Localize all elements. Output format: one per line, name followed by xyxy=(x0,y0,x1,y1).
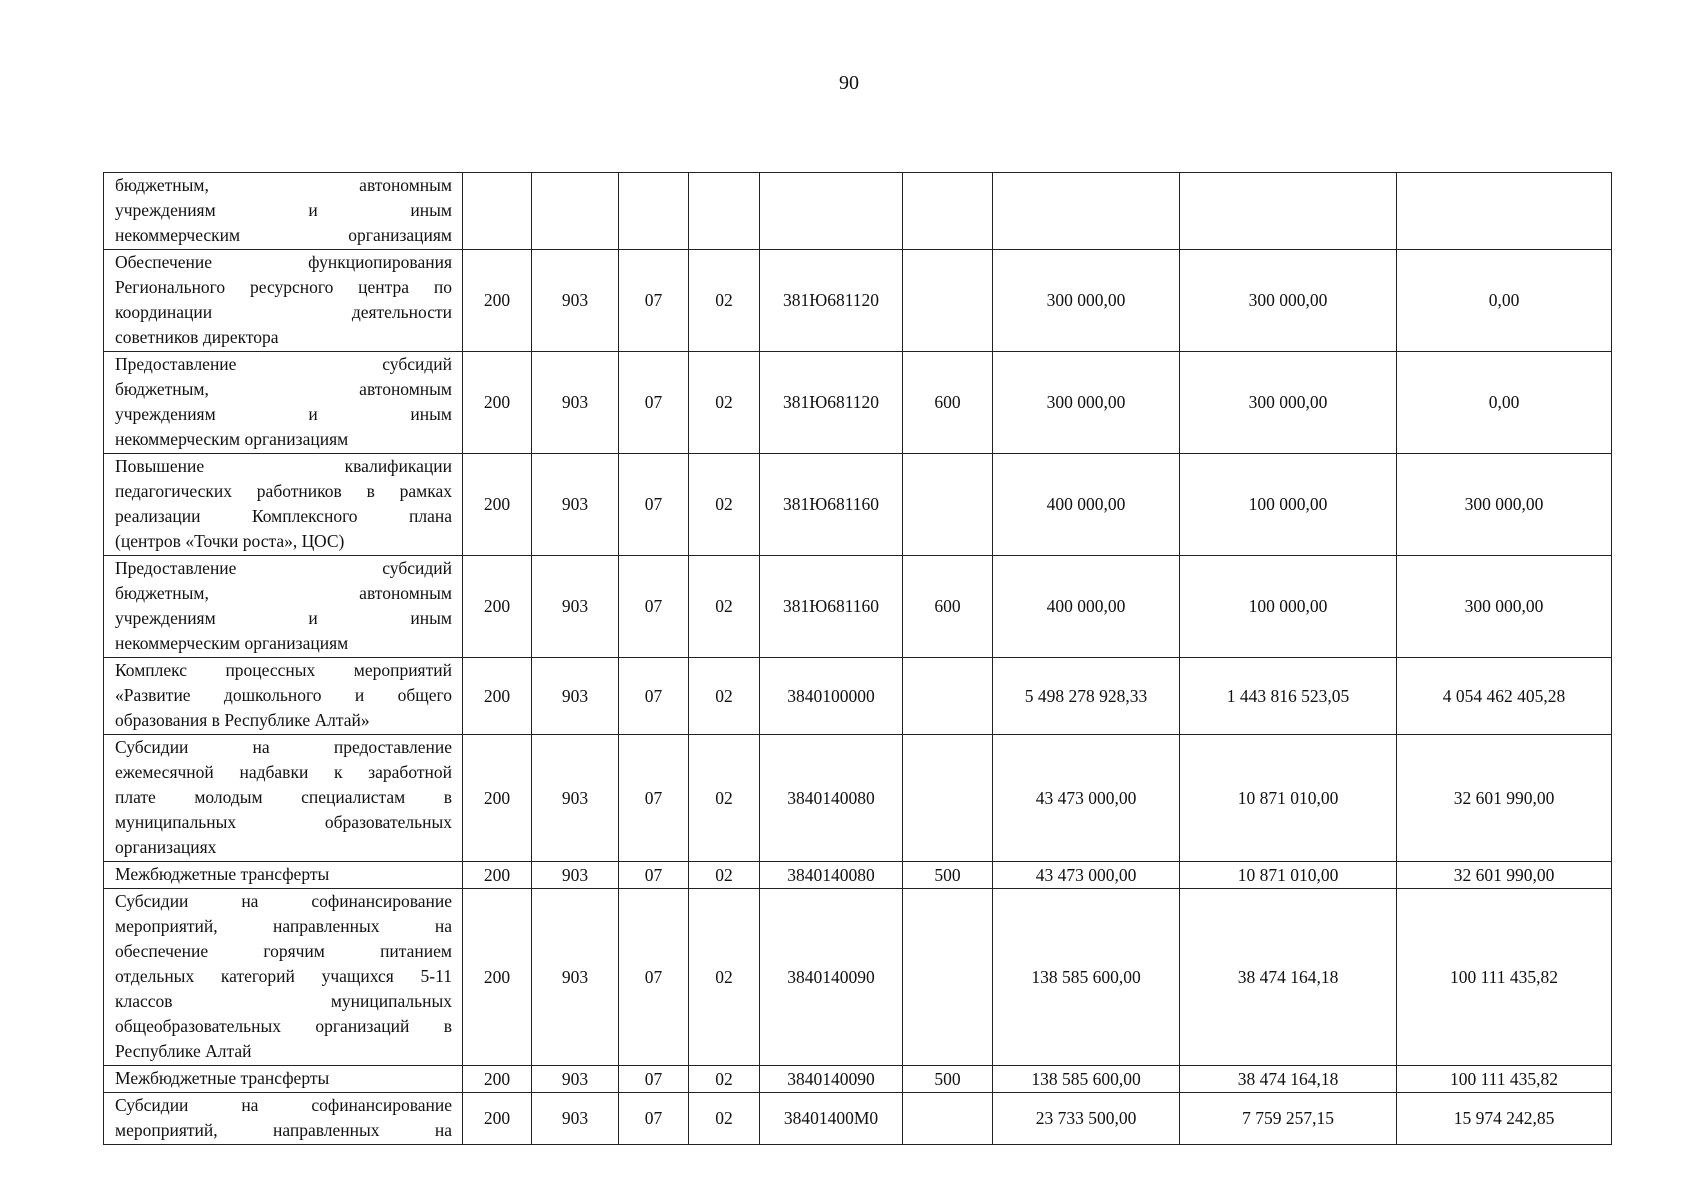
description-line: бюджетным, автономным xyxy=(115,175,452,195)
section-code-cell: 07 xyxy=(619,862,689,889)
expense-type-cell: 500 xyxy=(903,862,993,889)
ministry-code-cell: 903 xyxy=(532,658,619,735)
expense-type-cell: 600 xyxy=(903,556,993,658)
description-line: Комплекс процессных мероприятий xyxy=(115,660,452,680)
total-amount-cell: 138 585 600,00 xyxy=(993,1066,1180,1093)
federal-amount-cell: 300 000,00 xyxy=(1180,352,1397,454)
description-cell xyxy=(104,454,463,556)
regional-amount-cell: 4 054 462 405,28 xyxy=(1397,658,1612,735)
section-code-cell: 07 xyxy=(619,556,689,658)
total-amount-cell: 23 733 500,00 xyxy=(993,1093,1180,1145)
ministry-code-cell: 903 xyxy=(532,454,619,556)
description-line: Регионального ресурсного центра по xyxy=(115,277,452,297)
description-line: Субсидии на предоставление xyxy=(115,737,452,757)
description-cell xyxy=(104,250,463,352)
subsection-code-cell: 02 xyxy=(689,862,760,889)
regional-amount-cell: 15 974 242,85 xyxy=(1397,1093,1612,1145)
section-code-cell: 07 xyxy=(619,250,689,352)
description-line: обеспечение горячим питанием xyxy=(115,941,452,961)
subsection-code-cell: 02 xyxy=(689,1093,760,1145)
table-row xyxy=(104,735,1612,862)
admin-code-cell: 200 xyxy=(463,658,532,735)
admin-code-cell: 200 xyxy=(463,454,532,556)
description-line: советников директора xyxy=(115,327,279,347)
budget-table-body xyxy=(104,173,1612,1145)
admin-code-cell: 200 xyxy=(463,556,532,658)
total-amount-cell: 400 000,00 xyxy=(993,556,1180,658)
target-article-cell xyxy=(760,173,903,250)
admin-code-cell xyxy=(463,173,532,250)
federal-amount-cell xyxy=(1180,173,1397,250)
total-amount-cell xyxy=(993,173,1180,250)
description-cell xyxy=(104,658,463,735)
ministry-code-cell: 903 xyxy=(532,556,619,658)
target-article-cell: 38401400М0 xyxy=(760,1093,903,1145)
admin-code-cell: 200 xyxy=(463,1066,532,1093)
table-row xyxy=(104,862,1612,889)
subsection-code-cell: 02 xyxy=(689,556,760,658)
description-line: бюджетным, автономным xyxy=(115,379,452,399)
regional-amount-cell: 300 000,00 xyxy=(1397,556,1612,658)
description-line: учреждениям и иным xyxy=(115,404,452,424)
expense-type-cell xyxy=(903,173,993,250)
description-cell xyxy=(104,735,463,862)
description-cell xyxy=(104,1093,463,1145)
table-row xyxy=(104,250,1612,352)
table-row xyxy=(104,658,1612,735)
description-line: Обеспечение функциопирования xyxy=(115,252,452,272)
table-row xyxy=(104,173,1612,250)
description-cell xyxy=(104,1066,463,1093)
admin-code-cell: 200 xyxy=(463,862,532,889)
description-line: Межбюджетные трансферты xyxy=(115,864,330,884)
expense-type-cell: 600 xyxy=(903,352,993,454)
expense-type-cell xyxy=(903,735,993,862)
description-cell xyxy=(104,173,463,250)
description-cell xyxy=(104,352,463,454)
subsection-code-cell: 02 xyxy=(689,250,760,352)
admin-code-cell: 200 xyxy=(463,889,532,1066)
expense-type-cell xyxy=(903,454,993,556)
subsection-code-cell: 02 xyxy=(689,889,760,1066)
section-code-cell: 07 xyxy=(619,735,689,862)
federal-amount-cell: 300 000,00 xyxy=(1180,250,1397,352)
total-amount-cell: 43 473 000,00 xyxy=(993,735,1180,862)
section-code-cell xyxy=(619,173,689,250)
description-cell xyxy=(104,556,463,658)
ministry-code-cell xyxy=(532,173,619,250)
regional-amount-cell: 0,00 xyxy=(1397,250,1612,352)
description-line: учреждениям и иным xyxy=(115,200,452,220)
target-article-cell: 381Ю681120 xyxy=(760,250,903,352)
description-line: реализации Комплексного плана xyxy=(115,506,452,526)
table-row xyxy=(104,556,1612,658)
total-amount-cell: 300 000,00 xyxy=(993,250,1180,352)
regional-amount-cell: 100 111 435,82 xyxy=(1397,1066,1612,1093)
description-line: (центров «Точки роста», ЦОС) xyxy=(115,531,345,551)
description-line: классов муниципальных xyxy=(115,991,452,1011)
target-article-cell: 3840140090 xyxy=(760,1066,903,1093)
regional-amount-cell: 32 601 990,00 xyxy=(1397,862,1612,889)
expense-type-cell: 500 xyxy=(903,1066,993,1093)
description-line: плате молодым специалистам в xyxy=(115,787,452,807)
expense-type-cell xyxy=(903,889,993,1066)
total-amount-cell: 43 473 000,00 xyxy=(993,862,1180,889)
description-line: Республике Алтай xyxy=(115,1041,252,1061)
subsection-code-cell xyxy=(689,173,760,250)
description-line: общеобразовательных организаций в xyxy=(115,1016,452,1036)
description-cell xyxy=(104,862,463,889)
section-code-cell: 07 xyxy=(619,1066,689,1093)
admin-code-cell: 200 xyxy=(463,735,532,862)
table-row xyxy=(104,454,1612,556)
federal-amount-cell: 38 474 164,18 xyxy=(1180,1066,1397,1093)
total-amount-cell: 5 498 278 928,33 xyxy=(993,658,1180,735)
subsection-code-cell: 02 xyxy=(689,352,760,454)
description-line: Субсидии на софинансирование xyxy=(115,891,452,911)
subsection-code-cell: 02 xyxy=(689,1066,760,1093)
table-row xyxy=(104,889,1612,1066)
description-line: координации деятельности xyxy=(115,302,452,322)
description-line: педагогических работников в рамках xyxy=(115,481,452,501)
ministry-code-cell: 903 xyxy=(532,1066,619,1093)
section-code-cell: 07 xyxy=(619,454,689,556)
section-code-cell: 07 xyxy=(619,889,689,1066)
description-line: бюджетным, автономным xyxy=(115,583,452,603)
admin-code-cell: 200 xyxy=(463,250,532,352)
admin-code-cell: 200 xyxy=(463,352,532,454)
description-line: некоммерческим организациям xyxy=(115,225,452,245)
target-article-cell: 381Ю681160 xyxy=(760,454,903,556)
admin-code-cell: 200 xyxy=(463,1093,532,1145)
section-code-cell: 07 xyxy=(619,1093,689,1145)
description-cell xyxy=(104,889,463,1066)
target-article-cell: 3840140080 xyxy=(760,862,903,889)
target-article-cell: 381Ю681120 xyxy=(760,352,903,454)
page-number: 90 xyxy=(839,72,859,94)
expense-type-cell xyxy=(903,1093,993,1145)
federal-amount-cell: 10 871 010,00 xyxy=(1180,862,1397,889)
description-line: Субсидии на софинансирование xyxy=(115,1095,452,1115)
description-line: муниципальных образовательных xyxy=(115,812,452,832)
target-article-cell: 3840140090 xyxy=(760,889,903,1066)
federal-amount-cell: 100 000,00 xyxy=(1180,556,1397,658)
federal-amount-cell: 1 443 816 523,05 xyxy=(1180,658,1397,735)
subsection-code-cell: 02 xyxy=(689,454,760,556)
target-article-cell: 3840100000 xyxy=(760,658,903,735)
description-line: Межбюджетные трансферты xyxy=(115,1068,330,1088)
ministry-code-cell: 903 xyxy=(532,250,619,352)
total-amount-cell: 138 585 600,00 xyxy=(993,889,1180,1066)
regional-amount-cell: 32 601 990,00 xyxy=(1397,735,1612,862)
federal-amount-cell: 7 759 257,15 xyxy=(1180,1093,1397,1145)
total-amount-cell: 300 000,00 xyxy=(993,352,1180,454)
ministry-code-cell: 903 xyxy=(532,889,619,1066)
section-code-cell: 07 xyxy=(619,352,689,454)
description-line: некоммерческим организациям xyxy=(115,633,349,653)
ministry-code-cell: 903 xyxy=(532,352,619,454)
section-code-cell: 07 xyxy=(619,658,689,735)
expense-type-cell xyxy=(903,250,993,352)
federal-amount-cell: 100 000,00 xyxy=(1180,454,1397,556)
table-row xyxy=(104,1066,1612,1093)
federal-amount-cell: 38 474 164,18 xyxy=(1180,889,1397,1066)
description-line: организациях xyxy=(115,837,217,857)
ministry-code-cell: 903 xyxy=(532,735,619,862)
regional-amount-cell: 0,00 xyxy=(1397,352,1612,454)
target-article-cell: 3840140080 xyxy=(760,735,903,862)
description-line: мероприятий, направленных на xyxy=(115,1120,452,1140)
description-line: «Развитие дошкольного и общего xyxy=(115,685,452,705)
description-line: Повышение квалификации xyxy=(115,456,452,476)
description-line: учреждениям и иным xyxy=(115,608,452,628)
description-line: некоммерческим организациям xyxy=(115,429,349,449)
total-amount-cell: 400 000,00 xyxy=(993,454,1180,556)
ministry-code-cell: 903 xyxy=(532,862,619,889)
federal-amount-cell: 10 871 010,00 xyxy=(1180,735,1397,862)
table-row xyxy=(104,1093,1612,1145)
regional-amount-cell xyxy=(1397,173,1612,250)
table-row xyxy=(104,352,1612,454)
description-line: ежемесячной надбавки к заработной xyxy=(115,762,452,782)
subsection-code-cell: 02 xyxy=(689,735,760,862)
description-line: отдельных категорий учащихся 5-11 xyxy=(115,966,452,986)
budget-table xyxy=(103,172,1612,1145)
subsection-code-cell: 02 xyxy=(689,658,760,735)
expense-type-cell xyxy=(903,658,993,735)
description-line: Предоставление субсидий xyxy=(115,558,452,578)
description-line: мероприятий, направленных на xyxy=(115,916,452,936)
target-article-cell: 381Ю681160 xyxy=(760,556,903,658)
regional-amount-cell: 100 111 435,82 xyxy=(1397,889,1612,1066)
description-line: образования в Республике Алтай» xyxy=(115,710,370,730)
regional-amount-cell: 300 000,00 xyxy=(1397,454,1612,556)
ministry-code-cell: 903 xyxy=(532,1093,619,1145)
description-line: Предоставление субсидий xyxy=(115,354,452,374)
